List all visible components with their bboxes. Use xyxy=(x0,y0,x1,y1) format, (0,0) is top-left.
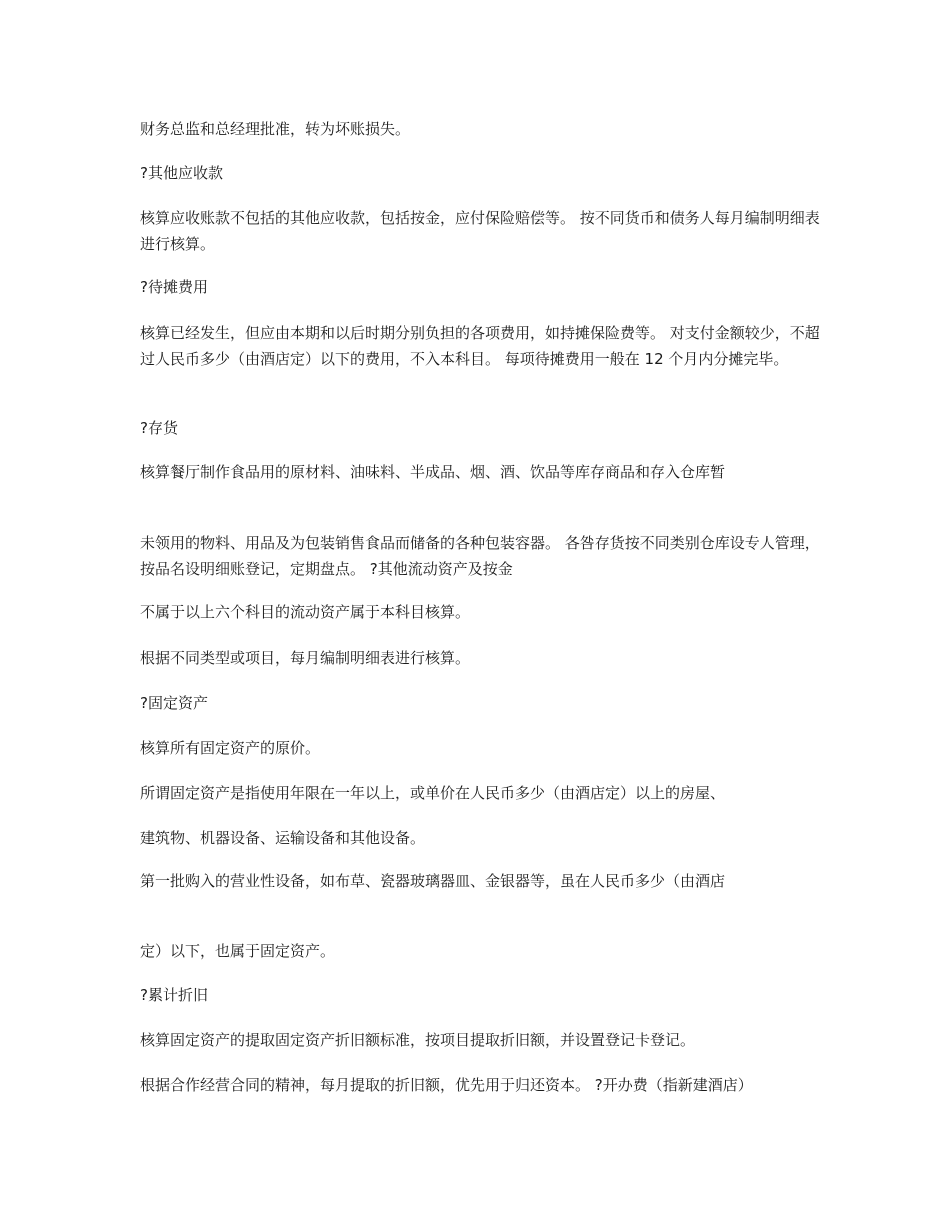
paragraph-fixed-assets-definition-1: 所谓固定资产是指使用年限在一年以上，或单价在人民币多少（由酒店定）以上的房屋、 xyxy=(140,784,726,802)
paragraph-depreciation-use: 根据合作经营合同的精神，每月提取的折旧额，优先用于归还资本。 ?开办费（指新建酒店） xyxy=(140,1076,753,1094)
paragraph-fixed-assets-cost: 核算所有固定资产的原价。 xyxy=(140,739,321,757)
paragraph-other-receivables: 核算应收账款不包括的其他应收款，包括按金，应付保险赔偿等。 按不同货币和债务人每月编制明细表进行核算。 xyxy=(140,209,820,253)
paragraph-operating-equipment-2: 定）以下，也属于固定资产。 xyxy=(140,942,336,960)
heading-accumulated-depreciation: ?累计折旧 xyxy=(140,986,208,1004)
paragraph-inventory-1: 核算餐厅制作食品用的原材料、油味料、半成品、烟、酒、饮品等库存商品和存入仓库暂 xyxy=(140,463,726,481)
paragraph-prepaid-expenses: 核算已经发生，但应由本期和以后时期分别负担的各项费用，如持摊保险费等。 对支付金额较少，不超过人民币多少（由酒店定）以下的费用，不入本科目。 每项待摊费用一般在 12 个月内分摊完毕。 xyxy=(140,324,820,368)
paragraph-bad-debt: 财务总监和总经理批准，转为坏账损失。 xyxy=(140,120,411,138)
paragraph-other-current-assets: 不属于以上六个科目的流动资产属于本科目核算。 xyxy=(140,603,471,621)
heading-inventory: ?存货 xyxy=(140,419,178,437)
heading-other-receivables: ?其他应收款 xyxy=(140,164,223,182)
paragraph-operating-equipment-1: 第一批购入的营业性设备，如布草、瓷器玻璃器皿、金银器等，虽在人民币多少（由酒店 xyxy=(140,872,726,890)
paragraph-inventory-2: 未领用的物料、用品及为包装销售食品而储备的各种包装容器。 各咎存货按不同类别仓库设专人管理，按品名设明细账登记，定期盘点。 ?其他流动资产及按金 xyxy=(140,534,820,578)
heading-fixed-assets: ?固定资产 xyxy=(140,694,208,712)
paragraph-monthly-schedule: 根据不同类型或项目，每月编制明细表进行核算。 xyxy=(140,649,471,667)
heading-prepaid-expenses: ?待摊费用 xyxy=(140,278,208,296)
paragraph-fixed-assets-definition-2: 建筑物、机器设备、运输设备和其他设备。 xyxy=(140,829,426,847)
paragraph-depreciation-standard: 核算固定资产的提取固定资产折旧额标准，按项目提取折旧额，并设置登记卡登记。 xyxy=(140,1031,696,1049)
